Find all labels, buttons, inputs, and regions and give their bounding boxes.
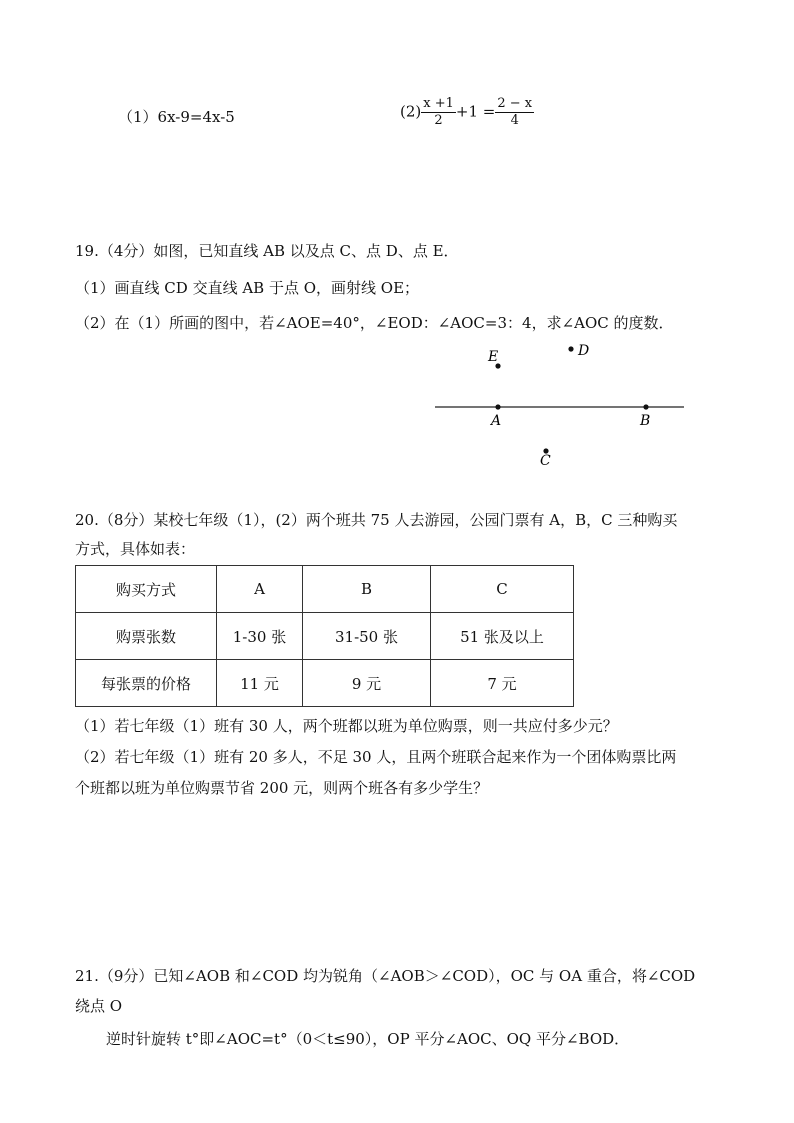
fraction-2: [495, 96, 534, 129]
table-cell: 51 张及以上: [431, 613, 574, 660]
table-cell: 1-30 张: [217, 613, 303, 660]
q20-part2: （2）若七年级（1）班有 20 多人，不足 30 人，且两个班联合起来作为一个团体购票比两: [75, 748, 677, 766]
q19-title: 19.（4分）如图，已知直线 AB 以及点 C、点 D、点 E．: [75, 242, 459, 260]
q20-part2-cont: 个班都以班为单位购票节省 200 元，则两个班各有多少学生？: [75, 779, 489, 797]
table-header-row: [76, 566, 574, 613]
label-d: D: [578, 343, 590, 359]
point-d: [568, 346, 573, 351]
point-b: [643, 404, 648, 409]
table-cell: 购票张数: [76, 613, 217, 660]
fraction-1: [421, 96, 456, 129]
table-row: [76, 660, 574, 707]
label-b: B: [640, 413, 651, 429]
table-cell: 9 元: [303, 660, 431, 707]
equation-2-prefix: (2): [400, 102, 422, 121]
q20-part1: （1）若七年级（1）班有 30 人，两个班都以班为单位购票，则一共应付多少元？: [75, 717, 618, 735]
label-c: C: [540, 453, 551, 469]
equation-2: [400, 96, 534, 129]
table-header-cell: C: [431, 566, 574, 613]
table-header-cell: A: [217, 566, 303, 613]
label-e: E: [488, 349, 499, 365]
table-header-cell: B: [303, 566, 431, 613]
table-cell: 11 元: [217, 660, 303, 707]
q20-title: 20.（8分）某校七年级（1），(2）两个班共 75 人去游园，公园门票有 A，B，C 三种购买: [75, 511, 678, 529]
table-row: [76, 613, 574, 660]
fraction-1-denominator: 2: [434, 113, 443, 128]
q19-part2: （2）在（1）所画的图中，若∠AOE=40°，∠EOD：∠AOC=3：4，求∠AOC 的度数．: [75, 314, 674, 332]
q19-figure: [425, 335, 695, 475]
label-a: A: [491, 413, 502, 429]
table-cell: 每张票的价格: [76, 660, 217, 707]
q21-title-cont: 绕点 O: [75, 997, 123, 1015]
q20-title-cont: 方式，具体如表：: [75, 540, 196, 558]
equation-1: （1）6x-9=4x-5: [118, 108, 235, 126]
table-cell: 31-50 张: [303, 613, 431, 660]
fraction-2-numerator: 2 − x: [497, 96, 533, 111]
fraction-1-numerator: x +1: [423, 96, 454, 111]
q21-title: 21.（9分）已知∠AOB 和∠COD 均为锐角（∠AOB＞∠COD），OC 与 OA 重合，将∠COD: [75, 967, 696, 985]
fraction-2-denominator: 4: [510, 113, 519, 128]
q19-part1: （1）画直线 CD 交直线 AB 于点 O，画射线 OE；: [75, 279, 420, 297]
equation-2-middle: +1 =: [455, 102, 496, 121]
point-a: [495, 404, 500, 409]
table-header-cell: 购买方式: [76, 566, 217, 613]
table-cell: 7 元: [431, 660, 574, 707]
q21-body: 逆时针旋转 t°即∠AOC=t°（0＜t≤90），OP 平分∠AOC、OQ 平分∠BOD．: [106, 1030, 630, 1048]
ticket-price-table: [75, 565, 574, 707]
